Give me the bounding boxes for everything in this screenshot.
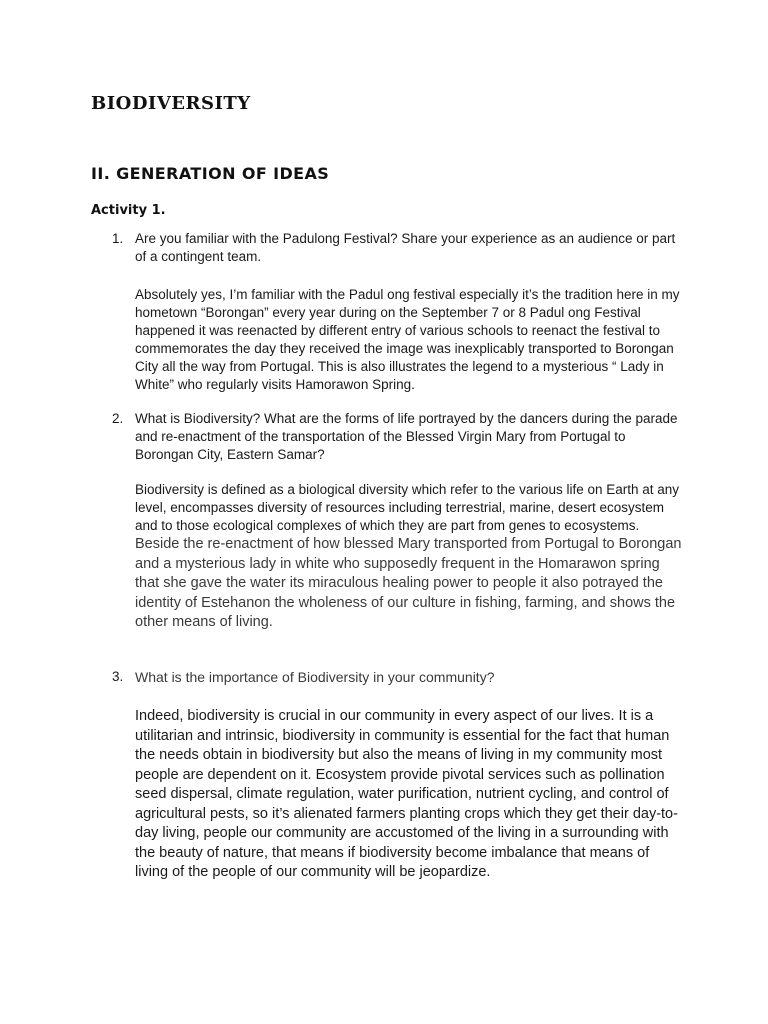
- document-title: BIODIVERSITY: [91, 93, 251, 114]
- answer-1: [135, 286, 683, 394]
- answer-text: Indeed, biodiversity is crucial in our community in every aspect of our lives. It is a utilitarian and intrinsic, biodiversity in community is essential for the fact that human the needs obtain in biodiversity but also the means of living in my community most people are dependent on it. Ecosystem provide pivotal services such as pollination seed dispersal, climate regulation, water purification, nutrient cycling, and control of agricultural pests, so it’s alienated farmers planting crops which they get their day-to-day living, people our community are accustomed of the living in a surrounding with the beauty of nature, that means if biodiversity become imbalance that means of living of the people of our community will be jeopardize.: [135, 708, 678, 880]
- answer-2: [135, 481, 683, 633]
- activity-heading: Activity 1.: [91, 203, 166, 218]
- answer-text: Absolutely yes, I’m familiar with the Padul ong festival especially it’s the tradition here in my hometown “Borongan” every year during on the September 7 or 8 Padul ong Festival happened it was reenacted by different entry of various schools to reenact the festival to commemorates the day they received the image was inexplicably transported to Borongan City all the way from Portugal. This is also illustrates the legend to a mysterious “ Lady in White” who regularly visits Hamorawon Spring.: [135, 287, 680, 392]
- question-text: What is the importance of Biodiversity in your community?: [135, 669, 495, 685]
- question-number: 3.: [112, 669, 124, 684]
- section-heading: II. GENERATION OF IDEAS: [91, 164, 330, 183]
- question-text: Are you familiar with the Padulong Festival? Share your experience as an audience or part of a contingent team.: [135, 231, 676, 264]
- answer-paragraph-1: Biodiversity is defined as a biological diversity which refer to the various life on Earth at any level, encompasses diversity of resources including terrestrial, marine, desert ecosystem and to those ecological complexes of which they are part from genes to ecosystems.: [135, 482, 680, 533]
- question-number: 1.: [112, 231, 124, 246]
- answer-3: [135, 707, 685, 883]
- question-number: 2.: [112, 411, 124, 426]
- question-text: What is Biodiversity? What are the forms of life portrayed by the dancers during the parade and re-enactment of the transportation of the Blessed Virgin Mary from Portugal to Borongan City, Eastern Samar?: [135, 411, 678, 462]
- answer-paragraph-2: Beside the re-enactment of how blessed Mary transported from Portugal to Borongan and a mysterious lady in white who supposedly frequent in the Homarawon spring that she gave the water its miraculous healing power to people it also potrayed the identity of Estehanon the wholeness of our culture in fishing, farming, and shows the other means of living.: [135, 536, 682, 630]
